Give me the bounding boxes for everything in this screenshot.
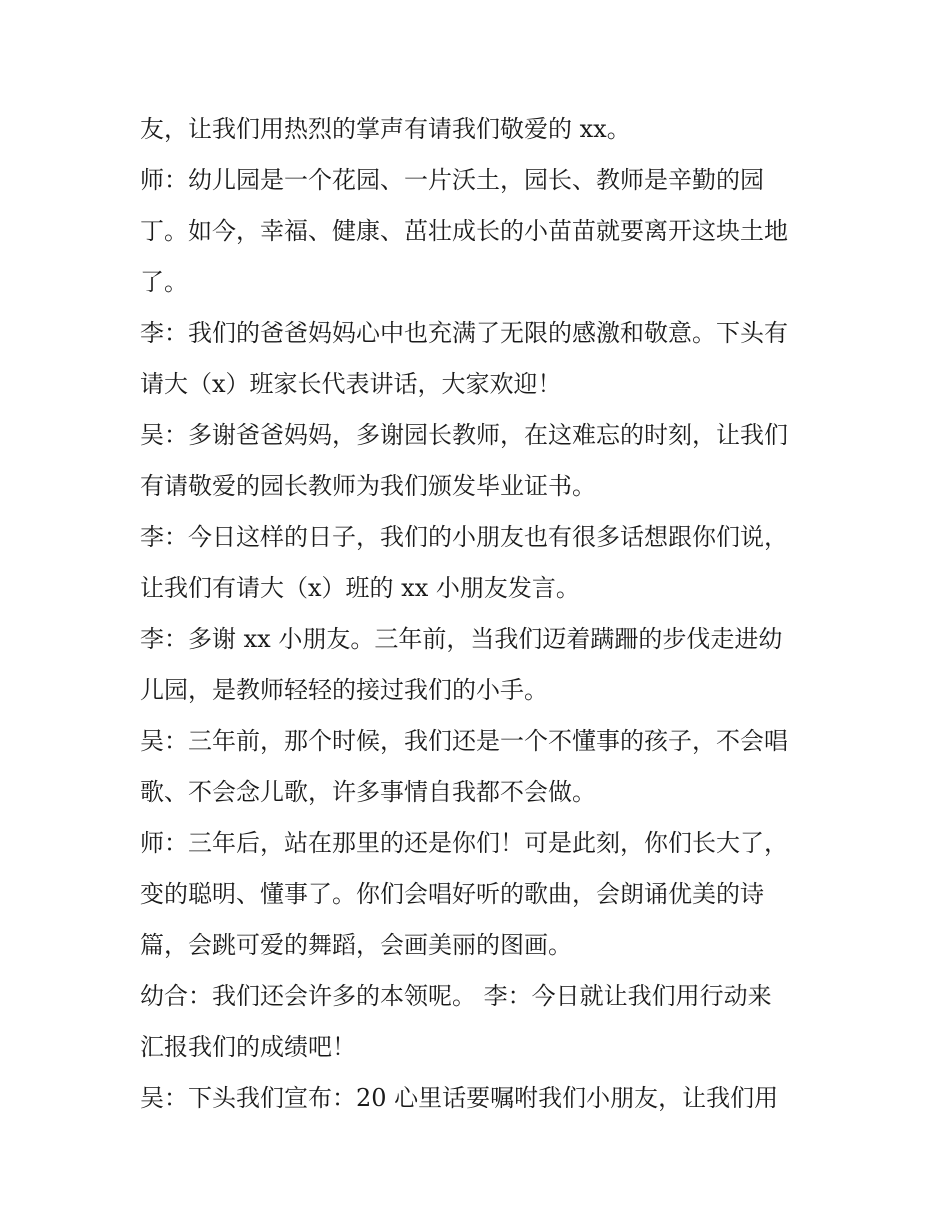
text-line: 了。 <box>140 268 188 296</box>
text-line: 幼合：我们还会许多的本领呢。 李：今日就让我们用行动来 <box>140 982 772 1010</box>
text-line: 有请敬爱的园长教师为我们颁发毕业证书。 <box>140 472 596 500</box>
text-line: 请大（x）班家长代表讲话，大家欢迎！ <box>140 370 562 398</box>
text-line: 汇报我们的成绩吧！ <box>140 1033 356 1061</box>
document-body <box>140 104 820 1124</box>
text-line: 师：幼儿园是一个花园、一片沃土，园长、教师是辛勤的园 <box>140 166 764 194</box>
text-line: 吴：下头我们宣布：20 心里话要嘱咐我们小朋友，让我们用 <box>140 1084 779 1112</box>
text-line: 李：多谢 xx 小朋友。三年前，当我们迈着蹒跚的步伐走进幼 <box>140 625 783 653</box>
text-line: 吴：三年前，那个时候，我们还是一个不懂事的孩子，不会唱 <box>140 727 788 755</box>
text-line: 丁。如今，幸福、健康、茁壮成长的小苗苗就要离开这块土地 <box>140 217 788 245</box>
text-line: 儿园，是教师轻轻的接过我们的小手。 <box>140 676 548 704</box>
text-line: 让我们有请大（x）班的 xx 小朋友发言。 <box>140 574 580 602</box>
text-line: 李：我们的爸爸妈妈心中也充满了无限的感激和敬意。下头有 <box>140 319 788 347</box>
text-line: 师：三年后，站在那里的还是你们！可是此刻，你们长大了， <box>140 829 788 857</box>
text-line: 篇，会跳可爱的舞蹈，会画美丽的图画。 <box>140 931 572 959</box>
text-line: 吴：多谢爸爸妈妈，多谢园长教师，在这难忘的时刻，让我们 <box>140 421 788 449</box>
text-line: 李：今日这样的日子，我们的小朋友也有很多话想跟你们说， <box>140 523 788 551</box>
text-line: 变的聪明、懂事了。你们会唱好听的歌曲，会朗诵优美的诗 <box>140 880 764 908</box>
text-line: 友，让我们用热烈的掌声有请我们敬爱的 xx。 <box>140 115 631 143</box>
text-line: 歌、不会念儿歌，许多事情自我都不会做。 <box>140 778 596 806</box>
